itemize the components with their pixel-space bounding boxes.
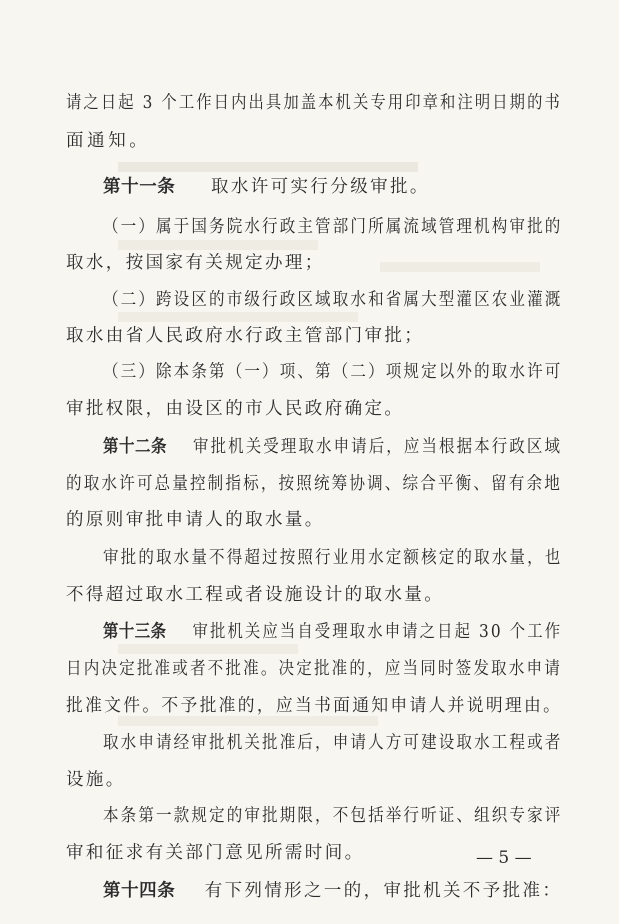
body-text: 取水由省人民政府水行政主管部门审批； — [66, 326, 425, 346]
body-text: 批准文件。不予批准的，应当书面通知申请人并说明理由。 — [66, 696, 563, 716]
body-text: 的取水许可总量控制指标，按照统筹协调、综合平衡、留有余地 — [66, 474, 562, 494]
body-text: 取水许可实行分级审批。 — [210, 177, 430, 197]
bleed-through-mark — [118, 716, 378, 726]
body-text: （二）跨设区的市级行政区域取水和省属大型灌区农业灌溉 — [103, 290, 563, 310]
body-text: 日内决定批准或者不批准。决定批准的，应当同时签发取水申请 — [66, 659, 562, 679]
text-line — [66, 584, 444, 606]
bleed-through-mark — [118, 162, 418, 172]
body-text: 不得超过取水工程或者设施设计的取水量。 — [66, 585, 445, 605]
text-line — [66, 92, 562, 114]
body-text: （一）属于国务院水行政主管部门所属流域管理机构审批的 — [103, 217, 563, 237]
text-line — [66, 658, 562, 680]
body-text: 审批的取水量不得超过按照行业用水定额核定的取水量，也 — [103, 548, 563, 568]
text-line — [103, 289, 562, 311]
text-line — [103, 547, 562, 569]
body-text: （三）除本条第（一）项、第（二）项规定以外的取水许可 — [103, 362, 563, 382]
article-line — [103, 621, 562, 643]
text-line — [103, 732, 562, 754]
body-text: 取水，按国家有关规定办理； — [66, 253, 325, 273]
article-line — [103, 880, 562, 902]
body-text: 面通知。 — [66, 131, 151, 151]
text-line — [66, 252, 325, 274]
body-text: 审和征求有关部门意见所需时间。 — [66, 843, 365, 863]
text-line — [66, 842, 365, 864]
body-text: 请之日起 3 个工作日内出具加盖本机关专用印章和注明日期的书 — [66, 93, 562, 113]
article-line — [103, 436, 562, 458]
text-line — [66, 473, 562, 495]
article-line — [103, 176, 430, 198]
body-text: 的原则审批申请人的取水量。 — [66, 510, 325, 530]
body-text: 本条第一款规定的审批期限，不包括举行听证、组织专家评 — [103, 806, 563, 826]
article-heading: 第十二条 — [103, 437, 167, 457]
body-text: 设施。 — [66, 770, 126, 790]
body-text: 审批权限，由设区的市人民政府确定。 — [66, 399, 405, 419]
text-line — [103, 361, 562, 383]
text-line — [66, 398, 404, 420]
bleed-through-mark — [118, 644, 298, 654]
text-line — [103, 216, 562, 238]
body-text: 审批机关应当自受理取水申请之日起 30 个工作 — [192, 622, 563, 642]
text-line — [66, 769, 126, 791]
page-number: — 5 — — [476, 848, 532, 868]
body-text: 审批机关受理取水申请后，应当根据本行政区域 — [193, 437, 563, 457]
text-line — [66, 130, 150, 152]
text-line — [66, 695, 562, 717]
bleed-through-mark — [118, 312, 358, 322]
body-text: 取水申请经审批机关批准后，申请人方可建设取水工程或者 — [103, 733, 563, 753]
bleed-through-mark — [380, 262, 540, 272]
bleed-through-mark — [118, 240, 318, 250]
text-line — [66, 509, 325, 531]
article-heading: 第十四条 — [103, 881, 176, 901]
article-heading: 第十三条 — [103, 622, 167, 642]
article-heading: 第十一条 — [103, 177, 176, 197]
body-text: 有下列情形之一的，审批机关不予批准： — [204, 881, 563, 901]
text-line — [66, 325, 424, 347]
text-line — [103, 805, 562, 827]
